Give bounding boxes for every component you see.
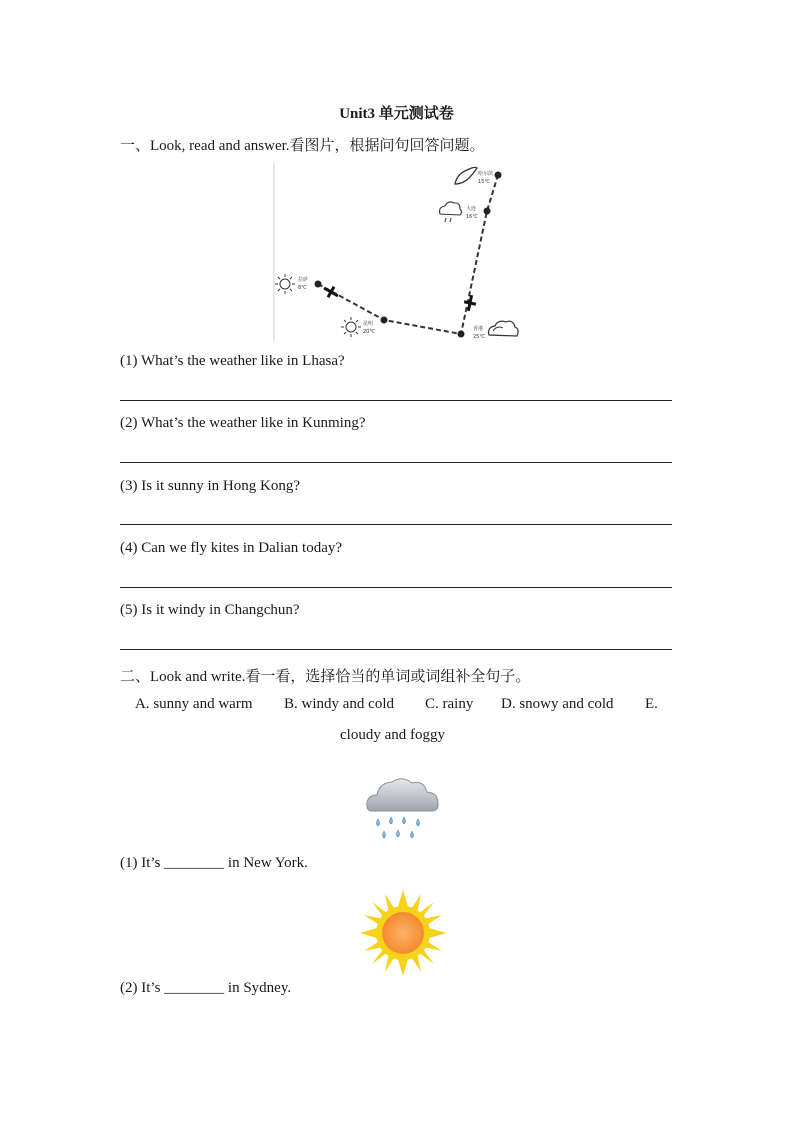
section2-heading: 二、Look and write.看一看，选择恰当的单词或词组补全句子。 xyxy=(120,669,531,685)
dalian-dot xyxy=(484,208,491,215)
plane-icon xyxy=(462,294,477,312)
dalian-label: 大连 xyxy=(466,206,477,212)
lhasa-temp: 8℃ xyxy=(298,285,307,291)
harbin-temp: 15℃ xyxy=(478,179,490,185)
page-title: Unit3 单元测试卷 xyxy=(339,106,454,122)
hongkong-temp: 25℃ xyxy=(473,334,485,340)
sun-icon xyxy=(275,274,295,294)
dalian-temp: 16℃ xyxy=(466,214,478,220)
answer-line-2[interactable] xyxy=(120,462,672,463)
option-d: D. snowy and cold xyxy=(501,696,614,712)
cloud-icon xyxy=(489,321,519,336)
answer-line-3[interactable] xyxy=(120,524,672,525)
weather-route-map xyxy=(272,163,522,343)
harbin-label: 哈尔滨 xyxy=(478,171,494,177)
question-1: (1) What’s the weather like in Lhasa? xyxy=(120,353,345,369)
question-2: (2) What’s the weather like in Kunming? xyxy=(120,415,366,431)
answer-line-4[interactable] xyxy=(120,587,672,588)
rain-cloud-picture xyxy=(364,773,444,848)
answer-line-1[interactable] xyxy=(120,400,672,401)
question-3: (3) Is it sunny in Hong Kong? xyxy=(120,478,300,494)
kunming-dot xyxy=(381,317,388,324)
section1-heading: 一、Look, read and answer.看图片，根据问句回答问题。 xyxy=(120,138,485,154)
answer-line-5[interactable] xyxy=(120,649,672,650)
option-c: C. rainy xyxy=(425,696,474,712)
question-5: (5) Is it windy in Changchun? xyxy=(120,602,300,618)
question-4: (4) Can we fly kites in Dalian today? xyxy=(120,540,343,556)
sun-icon xyxy=(341,317,361,337)
rain-cloud-icon xyxy=(440,202,462,222)
route-path xyxy=(318,175,498,334)
sun-picture xyxy=(358,888,448,978)
kunming-temp: 20℃ xyxy=(363,329,375,335)
sentence-2: (2) It’s ________ in Sydney. xyxy=(120,980,292,996)
kunming-label: 昆明 xyxy=(363,321,374,327)
option-a: A. sunny and warm xyxy=(135,696,253,712)
option-e-text: cloudy and foggy xyxy=(340,727,445,743)
hongkong-dot xyxy=(458,331,465,338)
option-e-letter: E. xyxy=(645,696,658,712)
hongkong-label: 香港 xyxy=(473,326,484,332)
sentence-1: (1) It’s ________ in New York. xyxy=(120,855,308,871)
plane-icon xyxy=(321,283,341,301)
lhasa-dot xyxy=(315,281,322,288)
harbin-dot xyxy=(495,172,502,179)
lhasa-label: 拉萨 xyxy=(298,277,309,283)
option-b: B. windy and cold xyxy=(284,696,394,712)
wind-icon xyxy=(455,167,477,184)
